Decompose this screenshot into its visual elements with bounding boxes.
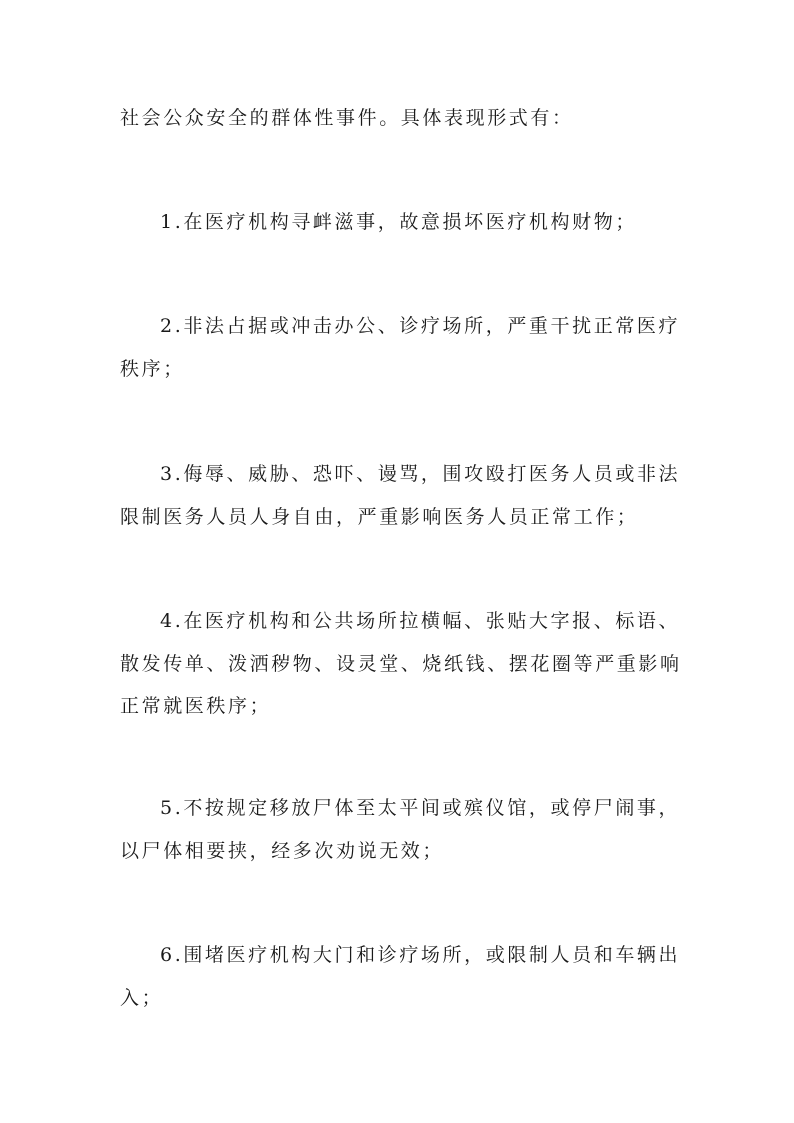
item-6-line-2: 入； [120, 987, 164, 1009]
item-1-line-1: 1.在医疗机构寻衅滋事，故意损坏医疗机构财物； [160, 211, 637, 233]
item-5-line-1: 5.不按规定移放尸体至太平间或殡仪馆，或停尸闹事， [160, 797, 681, 819]
item-4-line-1: 4.在医疗机构和公共场所拉横幅、张贴大字报、标语、 [160, 610, 681, 632]
item-5-line-2: 以尸体相要挟，经多次劝说无效； [120, 840, 445, 862]
item-4-line-2: 散发传单、泼洒秽物、设灵堂、烧纸钱、摆花圈等严重影响 [120, 653, 682, 675]
item-4-line-3: 正常就医秩序； [120, 695, 272, 717]
item-2-line-2: 秩序； [120, 358, 185, 380]
item-6-line-1: 6.围堵医疗机构大门和诊疗场所，或限制人员和车辆出 [160, 944, 681, 966]
intro-line: 社会公众安全的群体性事件。具体表现形式有： [120, 107, 574, 129]
item-3-line-1: 3.侮辱、威胁、恐吓、谩骂，围攻殴打医务人员或非法 [160, 463, 681, 485]
item-3-line-2: 限制医务人员人身自由，严重影响医务人员正常工作； [120, 506, 639, 528]
item-2-line-1: 2.非法占据或冲击办公、诊疗场所，严重干扰正常医疗 [160, 315, 681, 337]
